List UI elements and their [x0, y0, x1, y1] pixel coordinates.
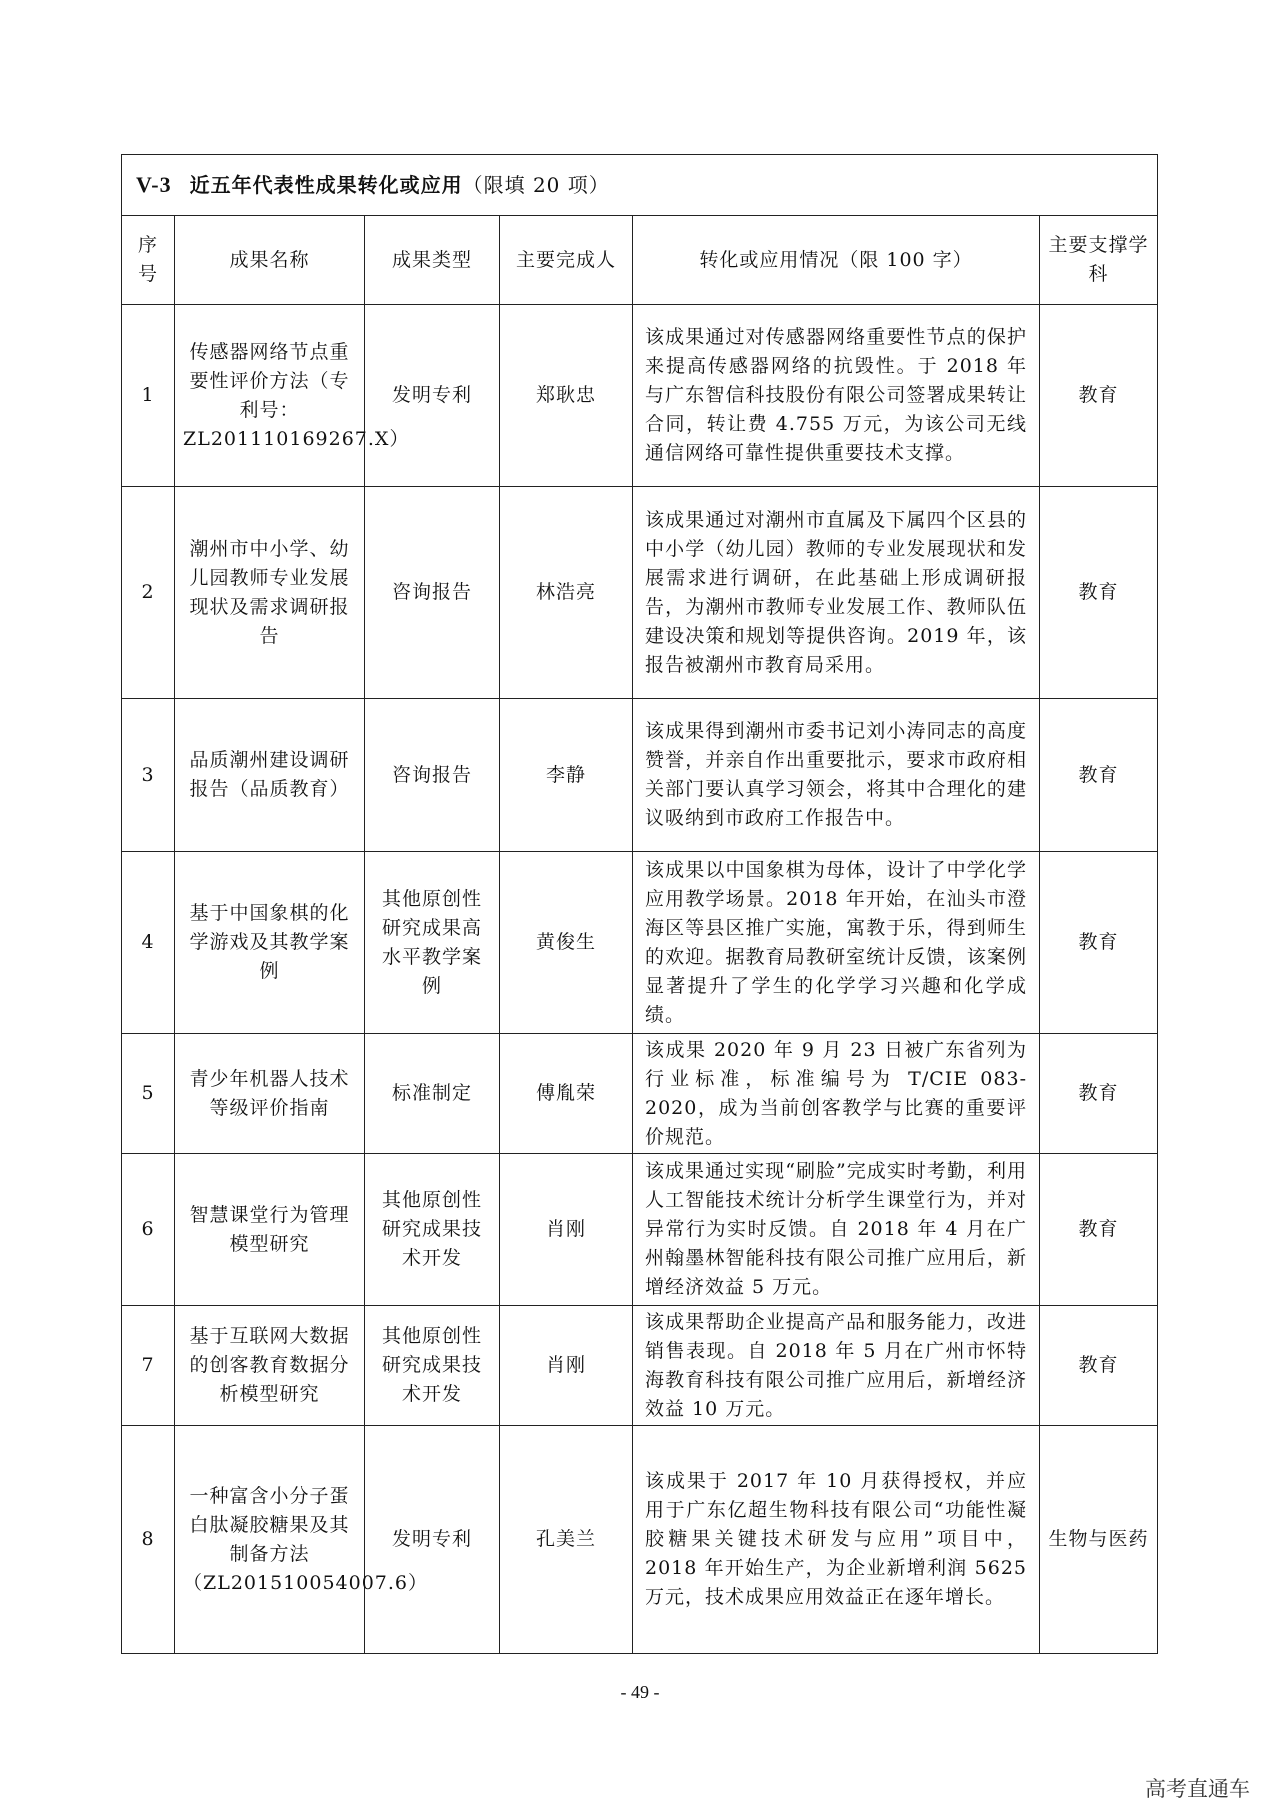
header-usage: 转化或应用情况（限 100 字）: [633, 216, 1040, 305]
row-subject: 教育: [1040, 487, 1158, 699]
row-type: 发明专利: [365, 1426, 500, 1654]
section-title-cell: [122, 155, 1158, 216]
watermark: 高考直通车: [1145, 1777, 1250, 1801]
row-name: 一种富含小分子蛋白肽凝胶糖果及其制备方法（ZL201510054007.6）: [175, 1426, 365, 1654]
row-type: 发明专利: [365, 305, 500, 487]
row-subject: 教育: [1040, 699, 1158, 852]
row-subject: 教育: [1040, 1306, 1158, 1426]
row-usage: 该成果于 2017 年 10 月获得授权，并应用于广东亿超生物科技有限公司“功能性凝胶糖果关键技术研发与应用”项目中，2018 年开始生产，为企业新增利润 5625 万元，技术成果应用效益正在逐年增长。: [633, 1426, 1040, 1654]
row-subject: 生物与医药: [1040, 1426, 1158, 1654]
table-row: [122, 487, 1158, 699]
row-person: 肖刚: [500, 1306, 633, 1426]
row-type: 其他原创性研究成果高水平教学案例: [365, 852, 500, 1034]
row-usage: 该成果通过对传感器网络重要性节点的保护来提高传感器网络的抗毁性。于 2018 年与广东智信科技股份有限公司签署成果转让合同，转让费 4.755 万元，为该公司无线通信网络可靠性提供重要技术支撑。: [633, 305, 1040, 487]
header-name: 成果名称: [175, 216, 365, 305]
table-row: [122, 1306, 1158, 1426]
section-note: （限填 20 项）: [462, 173, 610, 197]
row-type: 咨询报告: [365, 487, 500, 699]
row-usage: 该成果帮助企业提高产品和服务能力，改进销售表现。自 2018 年 5 月在广州市怀特海教育科技有限公司推广应用后，新增经济效益 10 万元。: [633, 1306, 1040, 1426]
section-header-row: [122, 155, 1158, 216]
row-seq: 3: [122, 699, 175, 852]
row-subject: 教育: [1040, 852, 1158, 1034]
row-person: 黄俊生: [500, 852, 633, 1034]
row-type: 咨询报告: [365, 699, 500, 852]
row-name: 潮州市中小学、幼儿园教师专业发展现状及需求调研报告: [175, 487, 365, 699]
table-row: [122, 305, 1158, 487]
column-header-row: [122, 216, 1158, 305]
row-usage: 该成果得到潮州市委书记刘小涛同志的高度赞誉，并亲自作出重要批示，要求市政府相关部门要认真学习领会，将其中合理化的建议吸纳到市政府工作报告中。: [633, 699, 1040, 852]
row-seq: 7: [122, 1306, 175, 1426]
header-seq: 序号: [122, 216, 175, 305]
table-row: [122, 1034, 1158, 1154]
row-usage: 该成果以中国象棋为母体，设计了中学化学应用教学场景。2018 年开始，在汕头市澄海区等县区推广实施，寓教于乐，得到师生的欢迎。据教育局教研室统计反馈，该案例显著提升了学生的化学学习兴趣和化学成绩。: [633, 852, 1040, 1034]
row-seq: 4: [122, 852, 175, 1034]
section-code: V-3: [136, 172, 172, 197]
row-seq: 6: [122, 1154, 175, 1306]
row-type: 其他原创性研究成果技术开发: [365, 1154, 500, 1306]
row-seq: 2: [122, 487, 175, 699]
row-type: 标准制定: [365, 1034, 500, 1154]
row-name: 青少年机器人技术等级评价指南: [175, 1034, 365, 1154]
row-person: 郑耿忠: [500, 305, 633, 487]
row-person: 林浩亮: [500, 487, 633, 699]
row-name: 传感器网络节点重要性评价方法（专利号：ZL201110169267.X）: [175, 305, 365, 487]
table-row: [122, 699, 1158, 852]
table-row: [122, 1154, 1158, 1306]
row-seq: 1: [122, 305, 175, 487]
row-seq: 5: [122, 1034, 175, 1154]
section-title: 近五年代表性成果转化或应用: [189, 173, 463, 197]
page-number: - 49 -: [620, 1682, 660, 1702]
row-usage: 该成果通过实现“刷脸”完成实时考勤，利用人工智能技术统计分析学生课堂行为，并对异常行为实时反馈。自 2018 年 4 月在广州翰墨林智能科技有限公司推广应用后，新增经济效益 5 万元。: [633, 1154, 1040, 1306]
row-name: 品质潮州建设调研报告（品质教育）: [175, 699, 365, 852]
row-person: 傅胤荣: [500, 1034, 633, 1154]
row-subject: 教育: [1040, 1154, 1158, 1306]
achievements-table: [121, 154, 1158, 1654]
row-person: 肖刚: [500, 1154, 633, 1306]
table-row: [122, 1426, 1158, 1654]
table-row: [122, 852, 1158, 1034]
row-type: 其他原创性研究成果技术开发: [365, 1306, 500, 1426]
row-usage: 该成果 2020 年 9 月 23 日被广东省列为行业标准，标准编号为 T/CIE 083-2020，成为当前创客教学与比赛的重要评价规范。: [633, 1034, 1040, 1154]
header-subject: 主要支撑学科: [1040, 216, 1158, 305]
row-seq: 8: [122, 1426, 175, 1654]
row-name: 智慧课堂行为管理模型研究: [175, 1154, 365, 1306]
header-type: 成果类型: [365, 216, 500, 305]
row-person: 李静: [500, 699, 633, 852]
header-person: 主要完成人: [500, 216, 633, 305]
row-subject: 教育: [1040, 1034, 1158, 1154]
row-subject: 教育: [1040, 305, 1158, 487]
row-name: 基于互联网大数据的创客教育数据分析模型研究: [175, 1306, 365, 1426]
row-name: 基于中国象棋的化学游戏及其教学案例: [175, 852, 365, 1034]
row-person: 孔美兰: [500, 1426, 633, 1654]
row-usage: 该成果通过对潮州市直属及下属四个区县的中小学（幼儿园）教师的专业发展现状和发展需求进行调研，在此基础上形成调研报告，为潮州市教师专业发展工作、教师队伍建设决策和规划等提供咨询。2019 年，该报告被潮州市教育局采用。: [633, 487, 1040, 699]
